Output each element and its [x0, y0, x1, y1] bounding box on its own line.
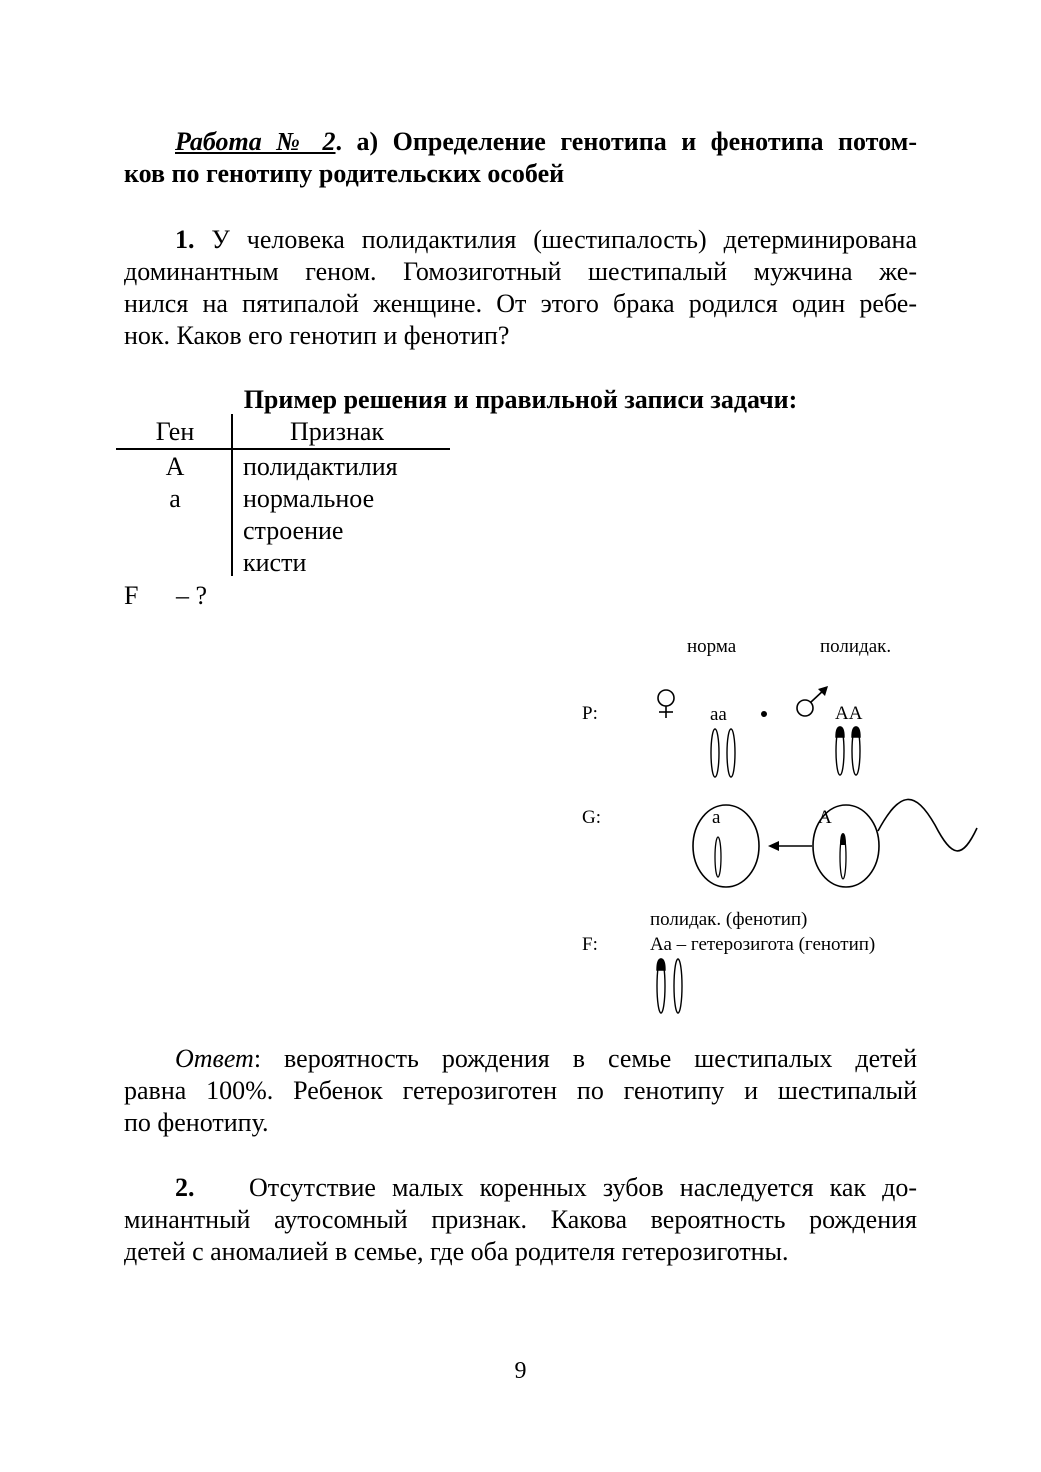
task-2-line3: детей с аномалией в семье, где оба родителя гетерозиготны.: [124, 1237, 789, 1266]
gene-table-header-trait: Признак: [290, 417, 385, 446]
work-heading-line2: ков по генотипу родительских особей: [124, 159, 565, 188]
male-chromosomes: [836, 727, 860, 775]
page-number: 9: [514, 1358, 527, 1384]
diagram-p-label: P:: [582, 703, 598, 724]
egg-cell: [693, 805, 759, 887]
question-text: – ?: [176, 581, 208, 610]
task-2-line2: минантный аутосомный признак. Какова вероятность рождения: [124, 1205, 917, 1234]
work-heading-line1: Работа № 2. а) Определение генотипа и фенотипа потом-: [175, 127, 917, 156]
gene-table-header-gene: Ген: [155, 417, 195, 446]
diagram-polydac-label: полидак.: [820, 636, 892, 657]
task-2-line1: 2. Отсутствие малых коренных зубов наследуется как до-: [175, 1173, 917, 1202]
example-title: Пример решения и правильной записи задачи:: [243, 385, 798, 414]
gene-table-cell-trait: строение кисти: [243, 516, 344, 577]
cross-dot-icon: [761, 711, 767, 717]
female-symbol-icon: [658, 690, 674, 718]
female-chromosomes: [711, 729, 735, 777]
diagram-f-label: F:: [582, 934, 598, 955]
offspring-phenotype: полидак. (фенотип): [650, 909, 808, 930]
fertilization-arrowhead: [768, 841, 779, 851]
diagram-norm-label: норма: [687, 636, 737, 657]
answer-label: Ответ: [175, 1044, 254, 1073]
egg-chromosome: [715, 837, 721, 877]
gene-table-cell-trait: нормальное: [243, 484, 375, 513]
question-label: F: [124, 581, 139, 610]
gene-table-cell-trait: полидактилия: [243, 452, 398, 481]
gamete-male-label: А: [818, 807, 832, 828]
task-1-line3: нился на пятипалой женщине. От этого брака родился один ребе-: [124, 289, 917, 318]
task-1-number: 1.: [175, 225, 195, 254]
offspring-genotype: Аа – гетерозигота (генотип): [650, 934, 876, 955]
task-1-line4: нок. Каков его генотип и фенотип?: [124, 321, 510, 350]
answer-line1: Ответ: вероятность рождения в семье шестипалых детей: [175, 1044, 917, 1073]
task-2: [124, 1172, 917, 1268]
task-2-number: 2.: [175, 1173, 195, 1202]
male-genotype: АА: [835, 703, 863, 724]
answer-line2: равна 100%. Ребенок гетерозиготен по генотипу и шестипалый: [124, 1076, 917, 1105]
work-label: Работа № 2: [175, 127, 336, 156]
task-1-line1: 1. У человека полидактилия (шестипалость) детерминирована: [175, 225, 917, 254]
answer: [124, 1043, 917, 1139]
answer-line3: по фенотипу.: [124, 1108, 269, 1137]
gene-table-cell-gene: а: [169, 484, 181, 513]
male-symbol-icon: [797, 689, 825, 716]
gamete-female-label: а: [712, 807, 721, 828]
diagram-g-label: G:: [582, 807, 601, 828]
gene-table-cell-gene: А: [165, 452, 185, 481]
female-genotype: аа: [710, 704, 727, 725]
offspring-chromosomes: [657, 959, 682, 1013]
sperm-tail: [878, 799, 977, 850]
task-1-line2: доминантным геном. Гомозиготный шестипалый мужчина же-: [124, 257, 917, 286]
